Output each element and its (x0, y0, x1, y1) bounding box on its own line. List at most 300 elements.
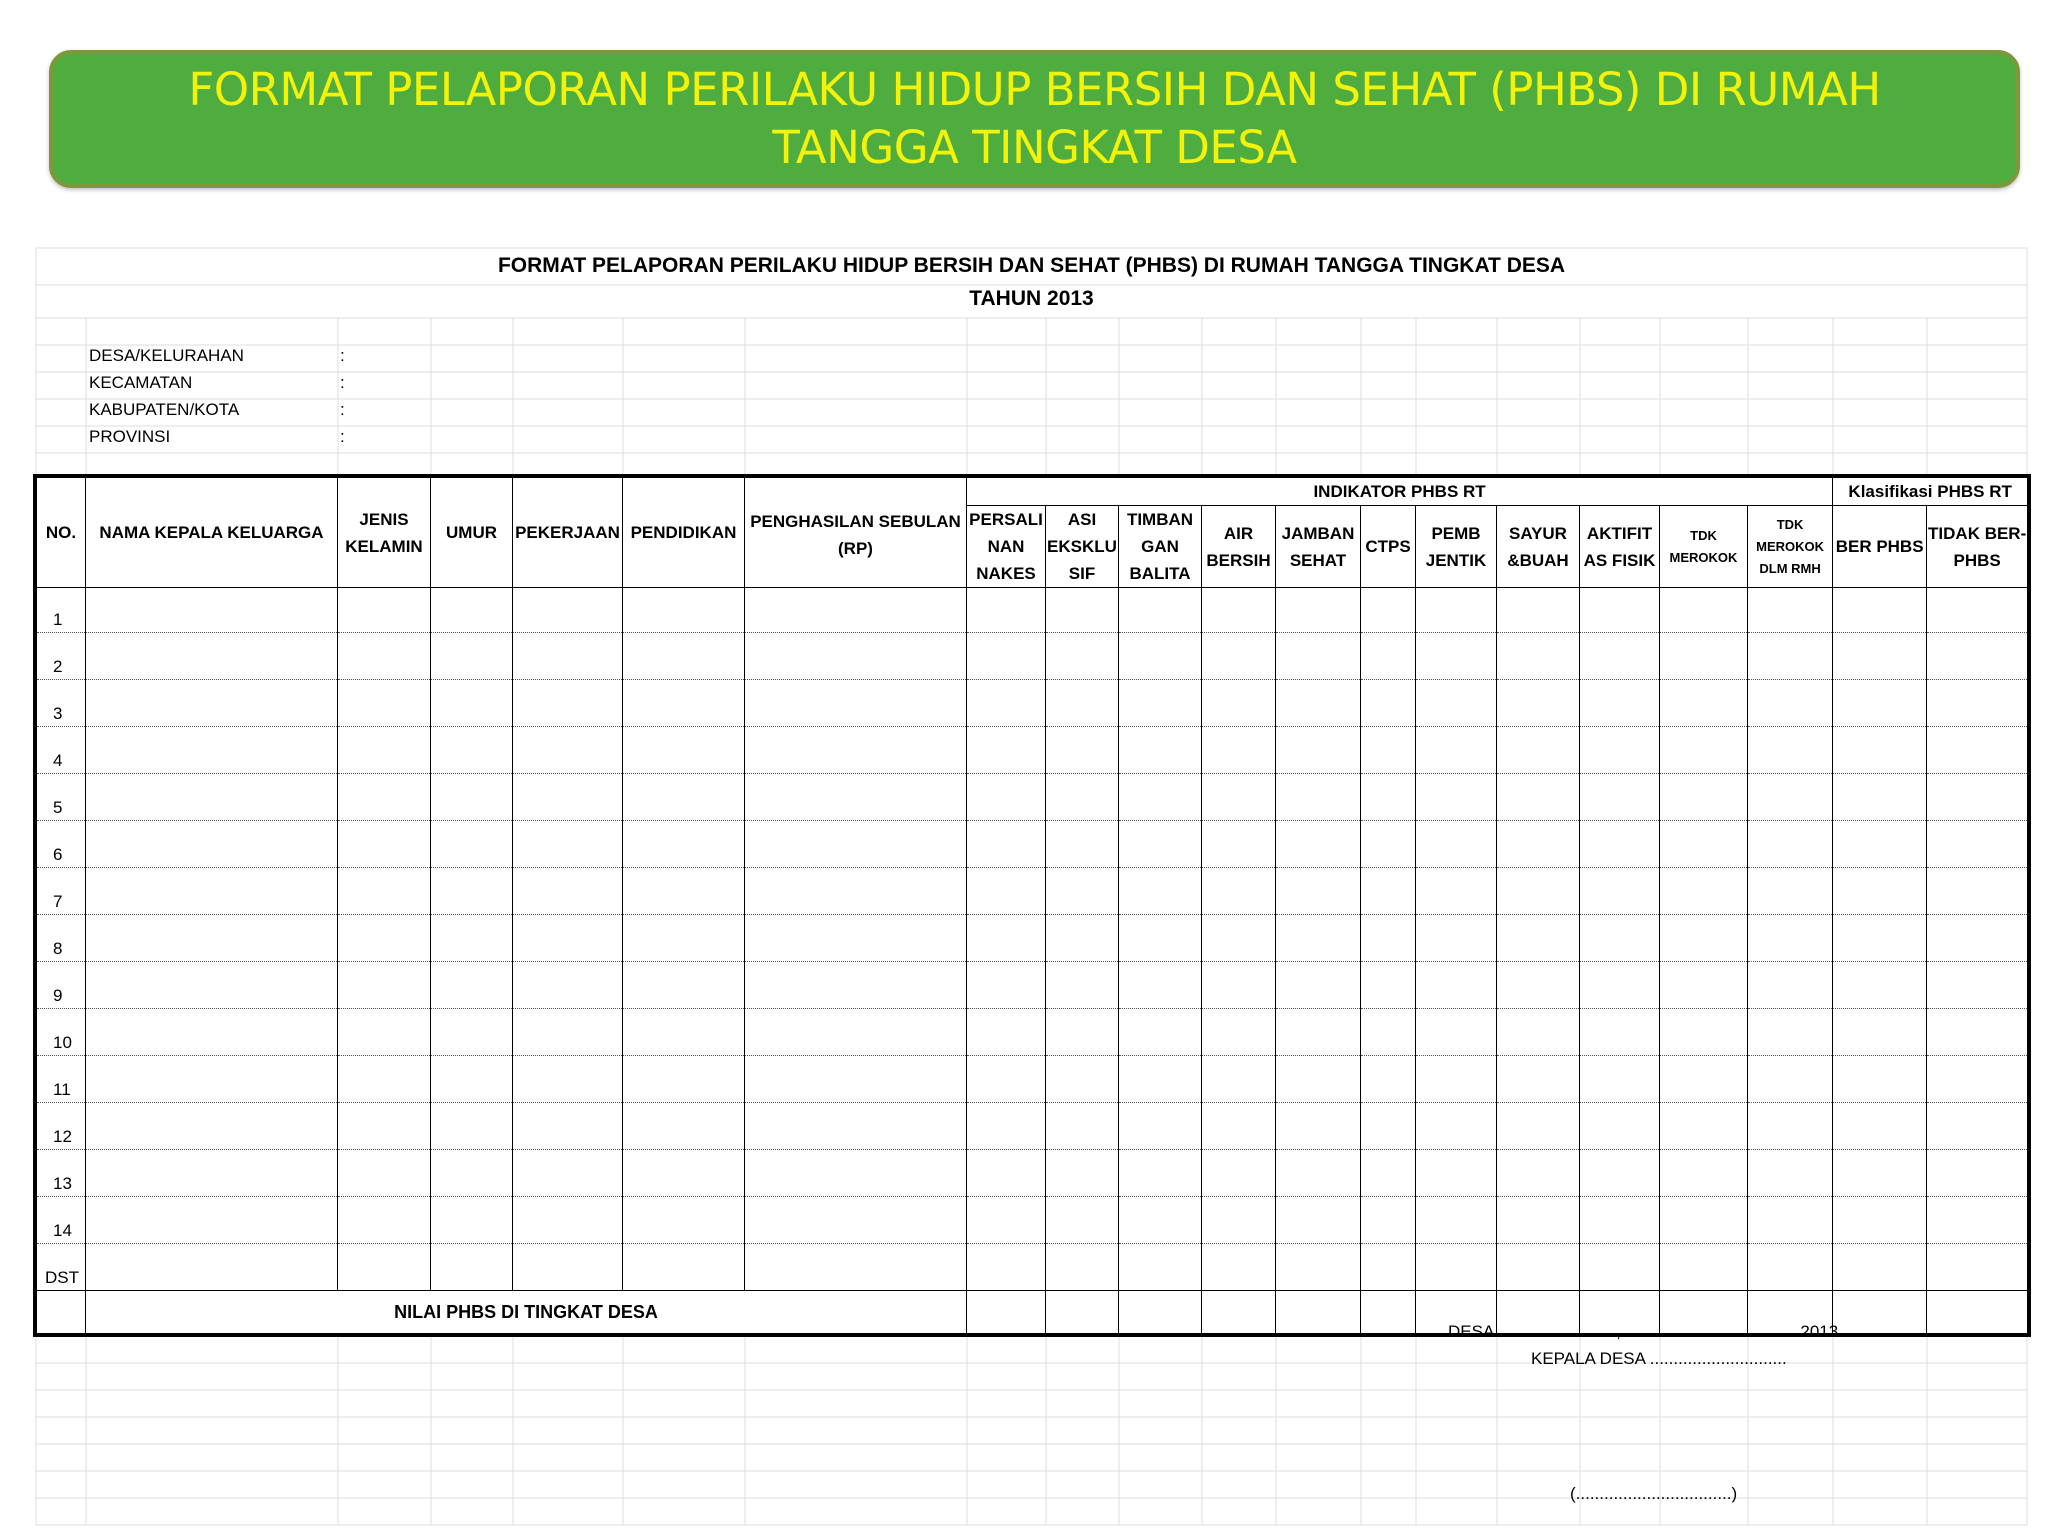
data-cell[interactable] (1497, 1056, 1580, 1103)
data-cell[interactable] (1202, 1056, 1276, 1103)
footer-cell[interactable] (1202, 1291, 1276, 1334)
sheet-year: TAHUN 2013 (969, 287, 1094, 310)
data-cell[interactable] (1119, 868, 1202, 915)
data-cell[interactable] (745, 1197, 967, 1244)
data-cell[interactable] (431, 588, 513, 633)
data-cell[interactable] (745, 915, 967, 962)
data-cell[interactable] (1046, 680, 1119, 727)
data-cell[interactable] (1416, 962, 1497, 1009)
data-cell[interactable] (1416, 1244, 1497, 1291)
data-cell[interactable] (745, 680, 967, 727)
data-cell[interactable] (338, 962, 431, 1009)
data-cell[interactable] (1580, 1056, 1660, 1103)
data-cell[interactable] (338, 1197, 431, 1244)
data-cell[interactable] (1202, 633, 1276, 680)
data-cell[interactable] (1927, 1009, 2028, 1056)
data-cell[interactable] (623, 915, 745, 962)
data-cell[interactable] (1660, 633, 1748, 680)
data-cell[interactable] (1748, 821, 1833, 868)
data-cell[interactable] (1046, 1103, 1119, 1150)
data-cell[interactable] (1748, 1056, 1833, 1103)
data-cell[interactable] (1361, 962, 1416, 1009)
data-cell[interactable] (431, 633, 513, 680)
data-cell[interactable] (1276, 1244, 1361, 1291)
data-cell[interactable] (1580, 1009, 1660, 1056)
data-cell[interactable] (1580, 1244, 1660, 1291)
data-cell[interactable] (513, 1009, 623, 1056)
data-cell[interactable] (1416, 1103, 1497, 1150)
data-cell[interactable] (1497, 1150, 1580, 1197)
data-cell[interactable] (1202, 1244, 1276, 1291)
data-cell[interactable] (1119, 774, 1202, 821)
data-cell[interactable] (1202, 588, 1276, 633)
data-cell[interactable] (1046, 962, 1119, 1009)
data-cell[interactable] (1202, 1009, 1276, 1056)
data-cell[interactable] (338, 680, 431, 727)
data-cell[interactable] (1497, 1197, 1580, 1244)
data-cell[interactable] (338, 1244, 431, 1291)
data-cell[interactable] (1497, 774, 1580, 821)
data-cell[interactable] (1046, 868, 1119, 915)
data-cell[interactable] (1416, 680, 1497, 727)
col-header-tdk-merokok-rmh: TDK MEROKOK DLM RMH (1748, 506, 1833, 588)
data-cell[interactable] (745, 1103, 967, 1150)
data-cell[interactable] (1580, 680, 1660, 727)
data-cell[interactable] (431, 821, 513, 868)
data-cell[interactable] (1416, 727, 1497, 774)
data-cell[interactable] (1361, 1150, 1416, 1197)
data-cell[interactable] (513, 1150, 623, 1197)
data-cell[interactable] (623, 962, 745, 1009)
data-cell[interactable] (1276, 1103, 1361, 1150)
data-cell[interactable] (1748, 680, 1833, 727)
data-cell[interactable] (1276, 774, 1361, 821)
data-cell[interactable] (967, 727, 1046, 774)
data-cell[interactable] (1580, 774, 1660, 821)
data-cell[interactable] (1416, 774, 1497, 821)
data-cell[interactable] (1660, 821, 1748, 868)
data-cell[interactable] (745, 868, 967, 915)
data-cell[interactable] (623, 1009, 745, 1056)
data-cell[interactable] (1660, 1103, 1748, 1150)
data-cell[interactable] (86, 588, 338, 633)
data-cell[interactable] (967, 774, 1046, 821)
data-cell[interactable] (1927, 821, 2028, 868)
data-cell[interactable] (1046, 588, 1119, 633)
data-cell[interactable] (623, 1150, 745, 1197)
data-cell[interactable] (1748, 1103, 1833, 1150)
data-cell[interactable] (1119, 1009, 1202, 1056)
data-cell[interactable] (1046, 1056, 1119, 1103)
data-cell[interactable] (967, 1244, 1046, 1291)
data-cell[interactable] (1580, 821, 1660, 868)
data-cell[interactable] (1202, 1197, 1276, 1244)
data-cell[interactable] (1416, 821, 1497, 868)
data-cell[interactable] (1119, 1056, 1202, 1103)
data-cell[interactable] (1119, 588, 1202, 633)
data-cell[interactable] (1748, 868, 1833, 915)
data-cell[interactable] (1927, 868, 2028, 915)
data-cell[interactable] (745, 1056, 967, 1103)
data-cell[interactable] (967, 633, 1046, 680)
data-cell[interactable] (513, 1056, 623, 1103)
data-cell[interactable] (745, 633, 967, 680)
data-cell[interactable] (513, 680, 623, 727)
data-cell[interactable] (745, 962, 967, 1009)
data-cell[interactable] (1276, 1056, 1361, 1103)
data-cell[interactable] (1927, 1244, 2028, 1291)
data-cell[interactable] (1580, 1150, 1660, 1197)
data-cell[interactable] (1580, 868, 1660, 915)
data-cell[interactable] (431, 774, 513, 821)
data-cell[interactable] (745, 1244, 967, 1291)
data-cell[interactable] (1497, 680, 1580, 727)
data-cell[interactable] (1660, 868, 1748, 915)
data-cell[interactable] (967, 1150, 1046, 1197)
data-cell[interactable] (1748, 1009, 1833, 1056)
data-cell[interactable] (1497, 1103, 1580, 1150)
data-cell[interactable] (86, 962, 338, 1009)
data-cell[interactable] (86, 1197, 338, 1244)
data-cell[interactable] (1416, 1056, 1497, 1103)
data-cell[interactable] (1416, 1009, 1497, 1056)
data-cell[interactable] (86, 868, 338, 915)
data-cell[interactable] (513, 868, 623, 915)
data-cell[interactable] (623, 633, 745, 680)
data-cell[interactable] (431, 962, 513, 1009)
data-cell[interactable] (623, 868, 745, 915)
data-cell[interactable] (1046, 633, 1119, 680)
data-cell[interactable] (967, 915, 1046, 962)
data-cell[interactable] (1361, 1009, 1416, 1056)
data-cell[interactable] (1046, 915, 1119, 962)
footer-cell[interactable] (1833, 1291, 1927, 1334)
data-cell[interactable] (1361, 868, 1416, 915)
data-cell[interactable] (1202, 774, 1276, 821)
data-cell[interactable] (431, 1009, 513, 1056)
data-cell[interactable] (967, 680, 1046, 727)
data-cell[interactable] (1833, 1103, 1927, 1150)
data-cell[interactable] (745, 727, 967, 774)
data-cell[interactable] (338, 633, 431, 680)
data-cell[interactable] (1580, 588, 1660, 633)
data-cell[interactable] (1748, 1244, 1833, 1291)
data-cell[interactable] (1416, 1150, 1497, 1197)
table-row (37, 915, 2028, 962)
data-cell[interactable] (1119, 915, 1202, 962)
data-cell[interactable] (1276, 1150, 1361, 1197)
data-cell[interactable] (1497, 868, 1580, 915)
data-cell[interactable] (1276, 915, 1361, 962)
data-cell[interactable] (1833, 588, 1927, 633)
data-cell[interactable] (623, 1103, 745, 1150)
data-cell[interactable] (513, 727, 623, 774)
data-cell[interactable] (1660, 680, 1748, 727)
data-cell[interactable] (431, 1244, 513, 1291)
data-cell[interactable] (1927, 727, 2028, 774)
data-cell[interactable] (338, 1150, 431, 1197)
data-cell[interactable] (1833, 727, 1927, 774)
data-cell[interactable] (1580, 1197, 1660, 1244)
data-cell[interactable] (1748, 774, 1833, 821)
data-cell[interactable] (623, 588, 745, 633)
data-cell[interactable] (1119, 1197, 1202, 1244)
data-cell[interactable] (431, 680, 513, 727)
data-cell[interactable] (1497, 1009, 1580, 1056)
data-cell[interactable] (1497, 962, 1580, 1009)
data-cell[interactable] (1119, 962, 1202, 1009)
data-cell[interactable] (1202, 1150, 1276, 1197)
footer-cell[interactable] (967, 1291, 1046, 1334)
data-cell[interactable] (1833, 1056, 1927, 1103)
data-cell[interactable] (513, 1244, 623, 1291)
data-cell[interactable] (1927, 1150, 2028, 1197)
data-cell[interactable] (1927, 774, 2028, 821)
footer-cell[interactable] (1046, 1291, 1119, 1334)
data-cell[interactable] (86, 1150, 338, 1197)
data-cell[interactable] (338, 915, 431, 962)
data-cell[interactable] (623, 727, 745, 774)
data-cell[interactable] (1276, 727, 1361, 774)
data-cell[interactable] (1748, 962, 1833, 1009)
data-cell[interactable] (1927, 588, 2028, 633)
data-cell[interactable] (1927, 633, 2028, 680)
data-cell[interactable] (1833, 1244, 1927, 1291)
data-cell[interactable] (1833, 1150, 1927, 1197)
data-cell[interactable] (1119, 727, 1202, 774)
data-cell[interactable] (86, 1056, 338, 1103)
data-cell[interactable] (1276, 868, 1361, 915)
data-cell[interactable] (1361, 774, 1416, 821)
data-cell[interactable] (1046, 1150, 1119, 1197)
data-cell[interactable] (1660, 1197, 1748, 1244)
data-cell[interactable] (1833, 821, 1927, 868)
data-cell[interactable] (1202, 821, 1276, 868)
data-cell[interactable] (1046, 1244, 1119, 1291)
data-cell[interactable] (338, 1009, 431, 1056)
data-cell[interactable] (86, 633, 338, 680)
data-cell[interactable] (1119, 1244, 1202, 1291)
data-cell[interactable] (967, 588, 1046, 633)
data-cell[interactable] (1276, 1009, 1361, 1056)
data-cell[interactable] (1580, 727, 1660, 774)
data-cell[interactable] (1046, 1009, 1119, 1056)
data-cell[interactable] (1580, 915, 1660, 962)
data-cell[interactable] (513, 821, 623, 868)
data-cell[interactable] (1580, 633, 1660, 680)
data-cell[interactable] (1361, 588, 1416, 633)
data-cell[interactable] (86, 1103, 338, 1150)
data-cell[interactable] (513, 633, 623, 680)
data-cell[interactable] (623, 1244, 745, 1291)
data-cell[interactable] (338, 821, 431, 868)
data-cell[interactable] (1416, 588, 1497, 633)
data-cell[interactable] (967, 1197, 1046, 1244)
data-cell[interactable] (1361, 1103, 1416, 1150)
data-cell[interactable] (431, 868, 513, 915)
data-cell[interactable] (513, 1103, 623, 1150)
data-cell[interactable] (513, 588, 623, 633)
data-cell[interactable] (1660, 588, 1748, 633)
data-cell[interactable] (1748, 727, 1833, 774)
data-cell[interactable] (1927, 680, 2028, 727)
data-cell[interactable] (1927, 1056, 2028, 1103)
data-cell[interactable] (1833, 680, 1927, 727)
data-cell[interactable] (1046, 821, 1119, 868)
data-cell[interactable] (513, 915, 623, 962)
data-cell[interactable] (623, 1197, 745, 1244)
data-cell[interactable] (1580, 962, 1660, 1009)
data-cell[interactable] (338, 774, 431, 821)
data-cell[interactable] (1046, 727, 1119, 774)
data-cell[interactable] (745, 588, 967, 633)
footer-cell[interactable] (1927, 1291, 2028, 1334)
data-cell[interactable] (1748, 915, 1833, 962)
data-cell[interactable] (1833, 915, 1927, 962)
data-cell[interactable] (1202, 1103, 1276, 1150)
data-cell[interactable] (1927, 1103, 2028, 1150)
data-cell[interactable] (745, 1150, 967, 1197)
data-cell[interactable] (1497, 1244, 1580, 1291)
data-cell[interactable] (513, 1197, 623, 1244)
data-cell[interactable] (1046, 1197, 1119, 1244)
data-cell[interactable] (623, 680, 745, 727)
data-cell[interactable] (1202, 962, 1276, 1009)
data-cell[interactable] (1660, 962, 1748, 1009)
data-cell[interactable] (1497, 633, 1580, 680)
data-cell[interactable] (1046, 774, 1119, 821)
data-cell[interactable] (1361, 1244, 1416, 1291)
row-number: 8 (37, 915, 86, 962)
data-cell[interactable] (1202, 915, 1276, 962)
data-cell[interactable] (1833, 633, 1927, 680)
footer-cell[interactable] (1276, 1291, 1361, 1334)
data-cell[interactable] (967, 821, 1046, 868)
data-cell[interactable] (1748, 1197, 1833, 1244)
data-cell[interactable] (1580, 1103, 1660, 1150)
data-cell[interactable] (1660, 1244, 1748, 1291)
data-cell[interactable] (1276, 680, 1361, 727)
data-cell[interactable] (967, 962, 1046, 1009)
data-cell[interactable] (1927, 915, 2028, 962)
data-cell[interactable] (1833, 774, 1927, 821)
data-cell[interactable] (86, 1244, 338, 1291)
data-cell[interactable] (1660, 1056, 1748, 1103)
data-cell[interactable] (745, 821, 967, 868)
data-cell[interactable] (86, 774, 338, 821)
data-cell[interactable] (1833, 868, 1927, 915)
data-cell[interactable] (1119, 1150, 1202, 1197)
data-cell[interactable] (1119, 680, 1202, 727)
data-cell[interactable] (623, 821, 745, 868)
data-cell[interactable] (1833, 1197, 1927, 1244)
data-cell[interactable] (1361, 1197, 1416, 1244)
data-cell[interactable] (1748, 588, 1833, 633)
data-cell[interactable] (1416, 868, 1497, 915)
data-cell[interactable] (1202, 680, 1276, 727)
data-cell[interactable] (1497, 821, 1580, 868)
data-cell[interactable] (1660, 727, 1748, 774)
footer-cell[interactable] (1361, 1291, 1416, 1334)
data-cell[interactable] (86, 680, 338, 727)
data-cell[interactable] (86, 727, 338, 774)
data-cell[interactable] (431, 915, 513, 962)
data-cell[interactable] (1361, 1056, 1416, 1103)
data-cell[interactable] (967, 1056, 1046, 1103)
footer-cell[interactable] (1119, 1291, 1202, 1334)
data-cell[interactable] (1416, 633, 1497, 680)
data-cell[interactable] (623, 774, 745, 821)
data-cell[interactable] (1927, 962, 2028, 1009)
data-cell[interactable] (338, 727, 431, 774)
data-cell[interactable] (1660, 1009, 1748, 1056)
data-cell[interactable] (1416, 915, 1497, 962)
data-cell[interactable] (1497, 727, 1580, 774)
data-cell[interactable] (431, 727, 513, 774)
data-cell[interactable] (513, 774, 623, 821)
data-cell[interactable] (431, 1103, 513, 1150)
data-cell[interactable] (1202, 868, 1276, 915)
data-cell[interactable] (1361, 680, 1416, 727)
data-cell[interactable] (86, 915, 338, 962)
data-cell[interactable] (623, 1056, 745, 1103)
data-cell[interactable] (1497, 915, 1580, 962)
data-cell[interactable] (1119, 821, 1202, 868)
data-cell[interactable] (1202, 727, 1276, 774)
data-cell[interactable] (431, 1150, 513, 1197)
data-cell[interactable] (1416, 1197, 1497, 1244)
data-cell[interactable] (967, 1103, 1046, 1150)
data-cell[interactable] (1660, 915, 1748, 962)
data-cell[interactable] (338, 1056, 431, 1103)
data-cell[interactable] (967, 868, 1046, 915)
data-cell[interactable] (1119, 1103, 1202, 1150)
data-cell[interactable] (1361, 633, 1416, 680)
data-cell[interactable] (1833, 1009, 1927, 1056)
data-cell[interactable] (967, 1009, 1046, 1056)
col-header-aktifitas: AKTIFIT AS FISIK (1580, 506, 1660, 588)
data-cell[interactable] (1276, 588, 1361, 633)
data-cell[interactable] (86, 821, 338, 868)
data-cell[interactable] (431, 1197, 513, 1244)
field-provinsi-sep: : (340, 427, 345, 446)
data-cell[interactable] (1276, 1197, 1361, 1244)
data-cell[interactable] (338, 588, 431, 633)
data-cell[interactable] (513, 962, 623, 1009)
data-cell[interactable] (431, 1056, 513, 1103)
data-cell[interactable] (86, 1009, 338, 1056)
data-cell[interactable] (1361, 727, 1416, 774)
row-number: 6 (37, 821, 86, 868)
data-cell[interactable] (745, 774, 967, 821)
data-cell[interactable] (1361, 915, 1416, 962)
data-cell[interactable] (338, 1103, 431, 1150)
data-cell[interactable] (1276, 633, 1361, 680)
data-cell[interactable] (1748, 1150, 1833, 1197)
data-cell[interactable] (1927, 1197, 2028, 1244)
data-cell[interactable] (1833, 962, 1927, 1009)
data-cell[interactable] (1361, 821, 1416, 868)
data-cell[interactable] (1119, 633, 1202, 680)
data-cell[interactable] (1276, 821, 1361, 868)
data-cell[interactable] (1660, 774, 1748, 821)
data-cell[interactable] (1276, 962, 1361, 1009)
data-cell[interactable] (745, 1009, 967, 1056)
data-cell[interactable] (1497, 588, 1580, 633)
data-cell[interactable] (1748, 633, 1833, 680)
data-cell[interactable] (1660, 1150, 1748, 1197)
data-cell[interactable] (338, 868, 431, 915)
